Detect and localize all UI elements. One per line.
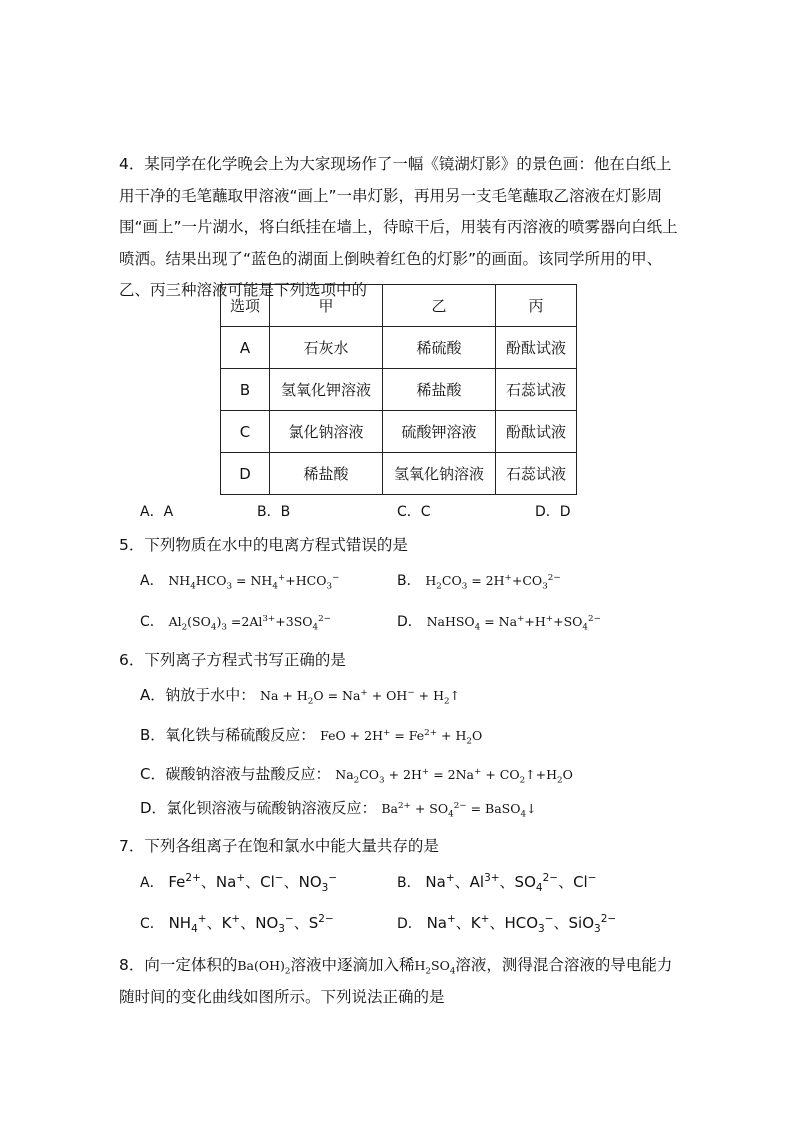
stem-mid: 溶液中逐滴加入稀 (290, 956, 415, 974)
equation: $Na_2CO_3 + 2H^+ = 2Na^+$ + $CO_2↑+H_2O$ (335, 766, 573, 786)
option-label: A． (140, 573, 164, 589)
option-text: B．氧化铁与稀硫酸反应： (140, 726, 316, 744)
stem-start: 8．向一定体积的 (119, 956, 238, 974)
ion-list: $NH_4^+$、K+、$NO_3^-$、$S^{2-}$ (168, 913, 334, 935)
question-6-option-a (140, 684, 460, 705)
ion-list: Na+、K+、$HCO_3^-$、SiO$_3^{2-}$ (426, 913, 617, 935)
question-4-stem: 4．某同学在化学晚会上为大家现场作了一幅《镜湖灯影》的景色画：他在白纸上用干净的毛笔蘸取甲溶液“画上”一串灯影，再用另一支毛笔蘸取乙溶液在灯影周围“画上”一片湖水，将白纸挂在墙上，待晾干后，用装有丙溶液的喷雾器向白纸上喷洒。结果出现了“蓝色的湖面上倒映着红色的灯影”的画面。该同学所用的甲、乙、丙三种溶液可能是下列选项中的 (119, 155, 678, 299)
equation: $Ba^{2+} + SO_4^{2-}$ = BaSO$_4$↓ (381, 800, 537, 820)
table-cell: A (221, 327, 270, 369)
stem-end: 溶液，测得混合溶液的导电能力随时间的变化曲线如图所示。下列说法正确的是 (119, 956, 673, 1006)
equation: $Na + H_2O = Na^+ + OH^-$ + $H_2↑$ (260, 687, 461, 707)
option-label: B． (397, 875, 421, 891)
formula-baoh2: $Ba(OH)_2$ (237, 958, 291, 977)
ion-list: $Fe^{2+}$、Na+、Cl−、$NO_3^-$ (168, 872, 338, 894)
option-label: C． (140, 916, 164, 932)
question-5-option-d (397, 611, 601, 631)
options-table (220, 284, 577, 495)
option-text: A．钠放于水中： (140, 686, 256, 704)
table-cell: C (221, 411, 270, 453)
table-row (221, 411, 577, 453)
table-cell: 氯化钠溶液 (270, 411, 383, 453)
option-label: B． (397, 573, 421, 589)
table-cell: 石灰水 (270, 327, 383, 369)
table-cell: 稀硫酸 (383, 327, 496, 369)
choice-b: B．B (257, 504, 291, 520)
equation: $NH_4HCO_3 = NH_4^++HCO_3^-$ (168, 572, 340, 592)
ion-list: Na+、$Al^{3+}$、$SO_4^{2-}$、Cl− (425, 872, 597, 894)
table-cell: D (221, 453, 270, 495)
question-5-option-a (140, 570, 339, 590)
table-cell: 石蕊试液 (496, 453, 577, 495)
table-cell: 酚酞试液 (496, 411, 577, 453)
choice-c: C．C (397, 504, 431, 520)
choice-d: D．D (535, 504, 571, 520)
table-cell: 酚酞试液 (496, 327, 577, 369)
question-6-option-b (140, 724, 482, 745)
table-cell: 硫酸钾溶液 (383, 411, 496, 453)
option-text: D．氯化钡溶液与硫酸钠溶液反应： (140, 799, 377, 817)
question-7-option-c (140, 912, 334, 933)
table-cell: 稀盐酸 (270, 453, 383, 495)
table-cell: 石蕊试液 (496, 369, 577, 411)
choice-a: A．A (140, 504, 174, 520)
equation: $H_2CO_3 = 2H^++CO_3^{2-}$ (425, 572, 561, 592)
question-5-option-c (140, 611, 331, 631)
option-label: D． (397, 916, 422, 932)
question-6-stem: 6．下列离子方程式书写正确的是 (119, 651, 346, 669)
table-header-cell: 丙 (496, 285, 577, 327)
table-row (221, 453, 577, 495)
table-cell: B (221, 369, 270, 411)
table-cell: 氢氧化钾溶液 (270, 369, 383, 411)
question-5-stem: 5．下列物质在水中的电离方程式错误的是 (119, 536, 408, 554)
question-7-option-d (397, 912, 616, 933)
table-header-cell: 乙 (383, 285, 496, 327)
question-6-option-c (140, 763, 573, 784)
option-label: D． (397, 614, 422, 630)
option-text: C．碳酸钠溶液与盐酸反应： (140, 765, 331, 783)
table-row (221, 327, 577, 369)
table-cell: 氢氧化钠溶液 (383, 453, 496, 495)
equation: FeO + $2H^+ = Fe^{2+} + H_2O$ (320, 727, 483, 747)
question-5-option-b (397, 570, 561, 590)
question-7-option-a (140, 871, 337, 892)
option-label: A． (140, 875, 164, 891)
question-8-stem (119, 950, 679, 1013)
equation: NaHSO$_4$ = $Na^++H^++SO_4^{2-}$ (426, 613, 601, 633)
table-header-cell: 甲 (270, 285, 383, 327)
table-row (221, 369, 577, 411)
table-header-cell: 选项 (221, 285, 270, 327)
option-label: C． (140, 614, 164, 630)
question-7-option-b (397, 871, 597, 892)
equation: $Al_2(SO_4)_3 =2Al^{3+}+3SO_4^{2-}$ (168, 613, 331, 633)
table-header-row (221, 285, 577, 327)
formula-h2so4: $H_2SO_4$ (414, 958, 456, 977)
question-7-stem: 7．下列各组离子在饱和氯水中能大量共存的是 (119, 837, 439, 855)
table-cell: 稀盐酸 (383, 369, 496, 411)
question-6-option-d (140, 797, 537, 818)
